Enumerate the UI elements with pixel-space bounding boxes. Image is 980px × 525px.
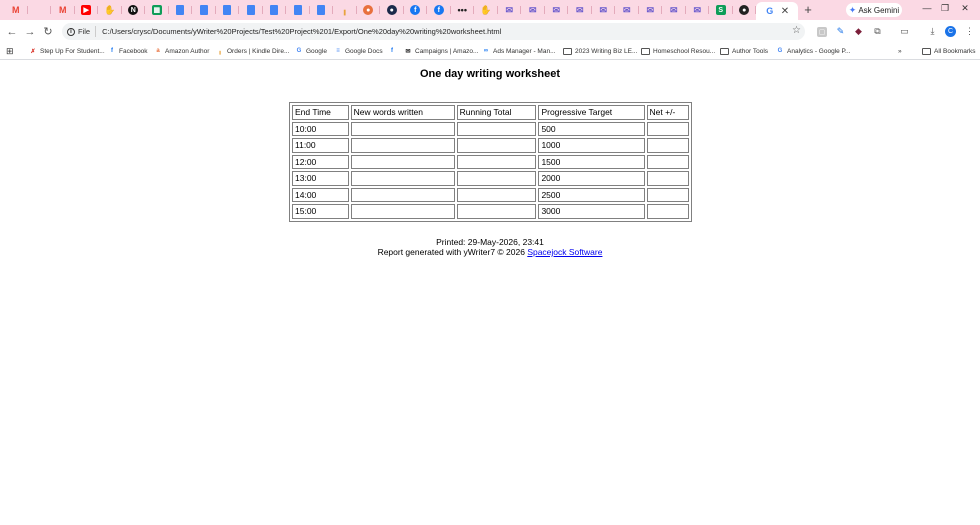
table-cell: 13:00 xyxy=(292,171,349,186)
folder-icon xyxy=(922,48,931,55)
column-header: End Time xyxy=(292,105,349,120)
table-cell: 3000 xyxy=(538,204,644,219)
address-bar[interactable] xyxy=(62,23,805,40)
bookmark-item[interactable] xyxy=(720,45,768,57)
bookmark-item[interactable] xyxy=(563,45,637,57)
url-text[interactable]: C:/Users/crysc/Documents/yWriter%20Projects/Test%20Project%201/Export/One%20day%20writing%20worksheet.html xyxy=(102,27,502,36)
chart-icon: ╻ xyxy=(342,4,348,15)
all-bookmarks-button[interactable] xyxy=(922,45,976,57)
browser-tab[interactable] xyxy=(592,2,616,18)
amazon-icon: a xyxy=(156,48,160,54)
browser-tab[interactable] xyxy=(474,2,498,18)
all-bookmarks-label: All Bookmarks xyxy=(934,47,976,55)
table-cell xyxy=(457,122,537,137)
browser-tab[interactable] xyxy=(686,2,710,18)
report-footer xyxy=(0,237,980,257)
bookmark-label: Campaigns | Amazo... xyxy=(415,47,479,55)
browser-tab[interactable] xyxy=(451,2,475,18)
table-cell xyxy=(351,122,455,137)
gemini-sparkle-icon: ✦ xyxy=(848,4,857,15)
mail-icon: ✉ xyxy=(646,4,655,15)
docs-icon xyxy=(176,5,184,15)
new-tab-button[interactable]: + xyxy=(804,2,812,17)
browser-tab[interactable] xyxy=(216,2,240,18)
bookmark-star-icon[interactable]: ☆ xyxy=(792,25,801,36)
table-cell: 15:00 xyxy=(292,204,349,219)
docs-icon xyxy=(247,5,255,15)
pointer-icon: ✋ xyxy=(480,4,492,15)
bookmark-label: Orders | Kindle Dire... xyxy=(227,47,290,55)
table-header-row xyxy=(292,105,689,120)
menu-kebab-icon[interactable]: ⋮ xyxy=(965,26,974,36)
bookmark-label: 2023 Writing Biz LE... xyxy=(575,47,638,55)
mail-icon: ✉ xyxy=(693,4,702,15)
table-cell: 14:00 xyxy=(292,188,349,203)
table-cell xyxy=(351,171,455,186)
mail-icon: ✉ xyxy=(552,4,561,15)
pocket-extension-icon[interactable]: ◆ xyxy=(855,26,862,36)
table-cell: 1000 xyxy=(538,138,644,153)
table-cell xyxy=(647,138,689,153)
table-cell: 11:00 xyxy=(292,138,349,153)
bookmarks-overflow-button[interactable]: » xyxy=(898,47,902,55)
google-icon: G xyxy=(296,48,302,54)
browser-tab[interactable] xyxy=(51,2,75,18)
mail-icon: ✉ xyxy=(669,4,678,15)
facebook-icon: f xyxy=(410,5,420,15)
table-row xyxy=(292,188,689,203)
browser-tab[interactable] xyxy=(545,2,569,18)
side-panel-icon[interactable]: ▭ xyxy=(900,26,909,36)
docs-icon xyxy=(200,5,208,15)
extension-icon[interactable]: ▢ xyxy=(818,29,826,36)
table-cell xyxy=(647,171,689,186)
gmail-icon: M xyxy=(12,4,20,15)
bookmark-item[interactable] xyxy=(482,45,556,57)
browser-tab[interactable] xyxy=(310,2,334,18)
bookmark-item[interactable] xyxy=(29,45,105,57)
facebook-icon: f xyxy=(391,48,393,54)
table-cell xyxy=(457,188,537,203)
table-cell xyxy=(351,204,455,219)
translate-extension-icon[interactable]: ✎ xyxy=(836,26,845,36)
tab-strip xyxy=(0,0,980,20)
browser-tab[interactable] xyxy=(28,2,52,18)
window-close-icon[interactable]: ✕ xyxy=(961,3,969,13)
docs-icon xyxy=(270,5,278,15)
table-cell: 2000 xyxy=(538,171,644,186)
browser-tab[interactable] xyxy=(75,2,99,18)
browser-tab[interactable] xyxy=(380,2,404,18)
browser-tab[interactable] xyxy=(662,2,686,18)
printed-timestamp: Printed: 29-May-2026, 23:41 xyxy=(436,237,544,247)
folder-icon xyxy=(563,48,572,55)
extensions-puzzle-icon[interactable]: ⧉ xyxy=(874,26,881,36)
table-cell xyxy=(351,138,455,153)
docs-icon xyxy=(223,5,231,15)
column-header: Net +/- xyxy=(647,105,689,120)
browser-tab[interactable] xyxy=(192,2,216,18)
bookmark-label: Analytics - Google P... xyxy=(787,47,851,55)
browser-tab[interactable] xyxy=(498,2,522,18)
table-cell xyxy=(647,204,689,219)
browser-tab[interactable] xyxy=(427,2,451,18)
browser-tab[interactable] xyxy=(239,2,263,18)
browser-toolbar xyxy=(0,20,980,43)
worksheet-table xyxy=(289,102,692,222)
mail-icon: ✉ xyxy=(405,48,411,55)
table-cell xyxy=(351,188,455,203)
bookmark-item[interactable] xyxy=(295,45,327,57)
table-cell xyxy=(457,155,537,170)
table-row xyxy=(292,155,689,170)
table-row xyxy=(292,138,689,153)
table-cell xyxy=(457,204,537,219)
bookmark-label: Amazon Author xyxy=(165,47,210,55)
column-header: Progressive Target xyxy=(538,105,644,120)
dots-icon: ••• xyxy=(457,4,467,15)
generated-by-text: Report generated with yWriter7 © 2026 xyxy=(377,247,528,257)
minimize-icon[interactable]: — xyxy=(922,3,932,13)
active-tab[interactable] xyxy=(756,2,798,20)
maximize-icon[interactable]: ❐ xyxy=(940,3,950,13)
app-icon: ● xyxy=(739,5,749,15)
ask-gemini-button[interactable] xyxy=(846,3,902,17)
bookmarks-bar xyxy=(0,43,980,60)
bookmark-label: Homeschool Resou... xyxy=(653,47,716,55)
sheets-icon: ▦ xyxy=(153,6,161,14)
table-cell xyxy=(457,171,537,186)
mail-icon: ✉ xyxy=(528,4,537,15)
bookmark-item[interactable] xyxy=(641,45,715,57)
browser-tab[interactable] xyxy=(357,2,381,18)
table-cell: 500 xyxy=(538,122,644,137)
browser-tab[interactable] xyxy=(333,2,357,18)
folder-icon xyxy=(720,48,729,55)
mail-icon: ✉ xyxy=(505,4,514,15)
youtube-icon: ▶ xyxy=(81,5,91,15)
browser-tab[interactable] xyxy=(122,2,146,18)
browser-tab[interactable] xyxy=(521,2,545,18)
bookmark-item[interactable] xyxy=(154,45,209,57)
table-cell: 10:00 xyxy=(292,122,349,137)
browser-tab[interactable] xyxy=(404,2,428,18)
site-info-label: File xyxy=(78,27,91,36)
browser-tab[interactable] xyxy=(639,2,663,18)
page-title: One day writing worksheet xyxy=(420,68,560,80)
meta-icon: ∞ xyxy=(483,48,489,54)
google-icon: G xyxy=(777,48,783,54)
table-row xyxy=(292,204,689,219)
facebook-icon: f xyxy=(111,48,113,54)
docs-icon xyxy=(294,5,302,15)
mail-icon: ✉ xyxy=(599,4,608,15)
table-cell xyxy=(647,155,689,170)
info-icon: i xyxy=(67,28,75,36)
ask-gemini-label: Ask Gemini xyxy=(858,5,900,15)
generated-by-line xyxy=(0,247,980,257)
download-icon[interactable]: ⤓ xyxy=(930,26,935,36)
browser-tab[interactable] xyxy=(4,2,28,18)
back-button[interactable]: ← xyxy=(6,26,18,38)
pointer-icon: ✋ xyxy=(104,4,116,15)
browser-tab[interactable] xyxy=(263,2,287,18)
bookmark-item[interactable] xyxy=(334,45,383,57)
browser-tab[interactable] xyxy=(145,2,169,18)
table-row xyxy=(292,171,689,186)
table-cell: 1500 xyxy=(538,155,644,170)
forward-button[interactable]: → xyxy=(24,26,36,38)
close-tab-icon[interactable]: ✕ xyxy=(780,5,790,17)
bookmark-item[interactable] xyxy=(108,45,148,57)
bookmark-label: Google Docs xyxy=(345,47,383,55)
bookmark-label: Google xyxy=(306,47,327,55)
blank-icon xyxy=(34,5,44,15)
google-icon: G xyxy=(766,5,774,16)
folder-icon xyxy=(641,48,650,55)
browser-tab[interactable] xyxy=(709,2,733,18)
bookmark-item[interactable] xyxy=(404,45,478,57)
gmail-icon: M xyxy=(59,4,67,15)
profile-avatar[interactable]: C xyxy=(945,26,956,37)
app-icon: ● xyxy=(387,5,397,15)
tab-list xyxy=(4,2,798,18)
site-info-chip[interactable] xyxy=(67,26,96,37)
docs-icon xyxy=(317,5,325,15)
browser-tab[interactable] xyxy=(615,2,639,18)
app-icon: N xyxy=(128,5,138,15)
table-cell: 12:00 xyxy=(292,155,349,170)
bookmark-label: Step Up For Student... xyxy=(40,47,105,55)
s-icon: S xyxy=(716,5,726,15)
bookmark-label: Ads Manager - Man... xyxy=(493,47,556,55)
browser-tab[interactable] xyxy=(169,2,193,18)
column-header: Running Total xyxy=(457,105,537,120)
bookmark-item[interactable] xyxy=(216,45,289,57)
browser-tab[interactable] xyxy=(733,2,757,18)
table-cell: 2500 xyxy=(538,188,644,203)
chart-icon: ╻ xyxy=(218,48,222,55)
column-header: New words written xyxy=(351,105,455,120)
mail-icon: ✉ xyxy=(575,4,584,15)
facebook-icon: f xyxy=(434,5,444,15)
table-cell xyxy=(457,138,537,153)
mail-icon: ✉ xyxy=(622,4,631,15)
browser-tab[interactable] xyxy=(98,2,122,18)
table-cell xyxy=(351,155,455,170)
browser-tab[interactable] xyxy=(286,2,310,18)
stepup-icon: ✗ xyxy=(30,48,36,55)
table-cell xyxy=(647,188,689,203)
bookmark-label: Facebook xyxy=(119,47,148,55)
browser-tab[interactable] xyxy=(568,2,592,18)
docs-icon: ≡ xyxy=(336,48,340,54)
circle-icon: ● xyxy=(363,5,373,15)
spacejock-software-link[interactable]: Spacejock Software xyxy=(527,247,603,257)
bookmark-label: Author Tools xyxy=(732,47,769,55)
apps-grid-icon[interactable]: ⊞ xyxy=(6,45,14,56)
bookmark-item[interactable] xyxy=(776,45,850,57)
reload-button[interactable]: ↻ xyxy=(43,26,53,38)
table-row xyxy=(292,122,689,137)
table-cell xyxy=(647,122,689,137)
bookmark-item[interactable] xyxy=(388,45,396,57)
